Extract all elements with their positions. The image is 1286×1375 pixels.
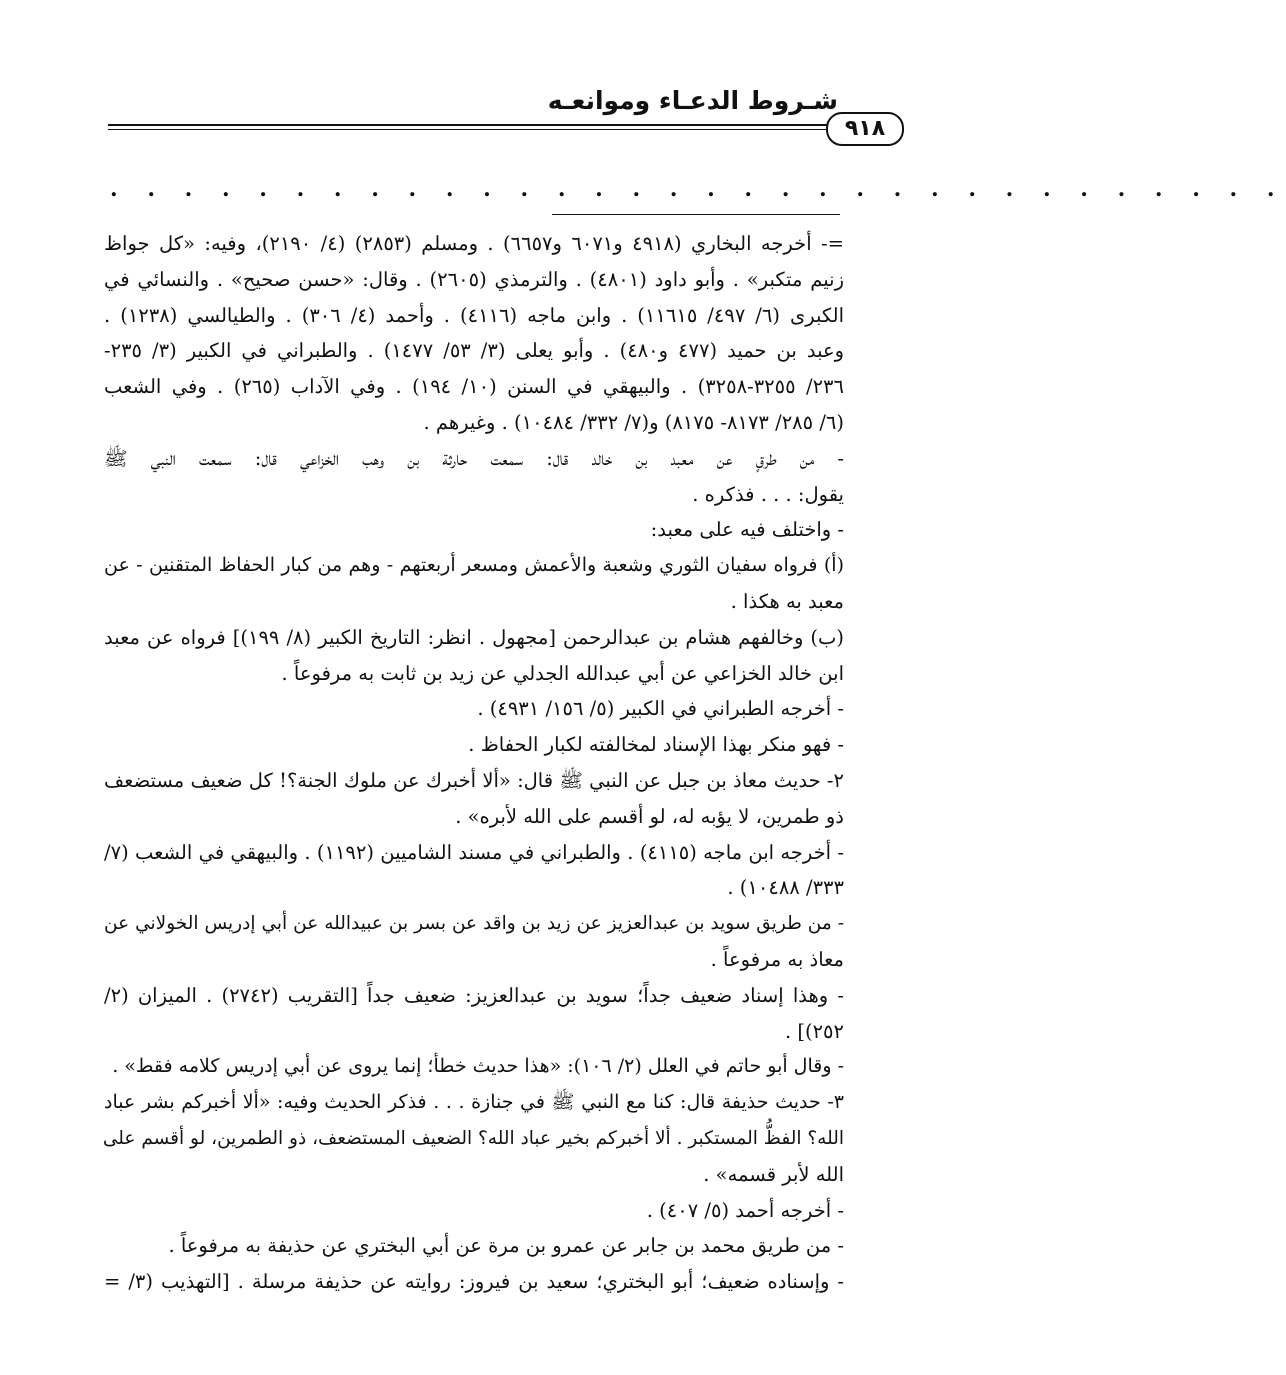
footnote-line-13: ابن خالد الخزاعي عن أبي عبدالله الجدلي عن زيد بن ثابت به مرفوعاً . bbox=[281, 661, 844, 685]
footnote-line-9: - واختلف فيه على معبد: bbox=[650, 518, 844, 542]
header-rule bbox=[108, 120, 830, 136]
footnote-line-28: - أخرجه أحمد (٥/ ٤٠٧) . bbox=[646, 1198, 844, 1222]
footnote-line-30: - وإسناده ضعيف؛ أبو البختري؛ سعيد بن فيروز: روايته عن حذيفة مرسلة . [التهذيب (٣/ = bbox=[104, 1270, 844, 1294]
footnote-line-10: (أ) فرواه سفيان الثوري وشعبة والأعمش ومسعر أربعتهم - وهم من كبار الحفاظ المتقنين - عن bbox=[104, 554, 844, 577]
footnote-line-2: زنيم متكبر» . وأبو داود (٤٨٠١) . والترمذي (٢٦٠٥) . وقال: «حسن صحيح» . والنسائي في bbox=[104, 267, 845, 291]
footnote-line-22: - وهذا إسناد ضعيف جداً؛ سويد بن عبدالعزيز: ضعيف جداً [التقريب (٢٧٤٢) . الميزان (٢/ bbox=[104, 983, 844, 1007]
footnote-line-24: - وقال أبو حاتم في العلل (٢/ ١٠٦): «هذا حديث خطأ؛ إنما يروى عن أبي إدريس كلامه فقط» . bbox=[112, 1055, 844, 1078]
footnote-line-3: الكبرى (٦/ ٤٩٧/ ١١٦١٥) . وابن ماجه (٤١١٦) . وأحمد (٤/ ٣٠٦) . والطيالسي (١٢٣٨) . bbox=[104, 303, 844, 327]
footnote-line-20: - من طريق سويد بن عبدالعزيز عن زيد بن واقد عن بسر بن عبيدالله عن أبي إدريس الخولاني عن bbox=[104, 913, 844, 935]
header-rule-thin bbox=[108, 129, 830, 130]
footnote-rule bbox=[552, 214, 840, 215]
footnote-line-23: ٢٥٢)] . bbox=[784, 1019, 844, 1043]
footnote-text bbox=[104, 226, 844, 1300]
running-title: شـروط الدعـاء وموانعـه bbox=[547, 86, 838, 115]
footnote-line-18: - أخرجه ابن ماجه (٤١١٥) . والطبراني في مسند الشاميين (١١٩٢) . والبيهقي في الشعب (٧/ bbox=[104, 840, 844, 864]
footnote-line-29: - من طريق محمد بن جابر عن عمرو بن مرة عن أبي البختري عن حذيفة به مرفوعاً . bbox=[168, 1234, 844, 1258]
footnote-line-16: ٢- حديث معاذ بن جبل عن النبي ﷺ قال: «ألا أخبرك عن ملوك الجنة؟! كل ضعيف مستضعف bbox=[104, 768, 844, 792]
footnote-line-12: (ب) وخالفهم هشام بن عبدالرحمن [مجهول . انظر: التاريخ الكبير (٨/ ١٩٩)] فرواه عن معبد bbox=[104, 625, 844, 649]
footnote-line-8: يقول: . . . فذكره . bbox=[692, 482, 844, 506]
footnote-line-1: =- أخرجه البخاري (٤٩١٨ و٦٠٧١ و٦٦٥٧) . ومسلم (٢٨٥٣) (٤/ ٢١٩٠)، وفيه: «كل جواظ bbox=[104, 232, 844, 255]
footnote-line-6: (٦/ ٢٨٥/ ٨١٧٣- ٨١٧٥) و(٧/ ٣٣٢/ ١٠٤٨٤) . وغيرهم . bbox=[423, 410, 844, 434]
footnote-line-27: الله لأبر قسمه» . bbox=[703, 1162, 844, 1186]
footnote-line-26: الله؟ الفظُّ المستكبر . ألا أخبركم بخير عباد الله؟ الضعيف المستضعف، ذو الطمرين، لو أقسم على bbox=[102, 1127, 844, 1149]
footnote-line-25: ٣- حديث حذيفة قال: كنا مع النبي ﷺ في جنازة . . . فذكر الحديث وفيه: «ألا أخبركم بشر عباد bbox=[104, 1091, 844, 1114]
footnote-line-4: وعبد بن حميد (٤٧٧ و٤٨٠) . وأبو يعلى (٣/ ٥٣/ ١٤٧٧) . والطبراني في الكبير (٣/ ٢٣٥- bbox=[104, 339, 844, 363]
header-rule-thick bbox=[108, 124, 830, 126]
footnote-line-19: ٣٣٣/ ١٠٤٨٨) . bbox=[727, 876, 844, 900]
footnote-line-5: ٢٣٦/ ٣٢٥٥-٣٢٥٨) . والبيهقي في السنن (١٠/ ١٩٤) . وفي الآداب (٢٦٥) . وفي الشعب bbox=[104, 375, 844, 399]
footnote-line-7: - من طرقٍ عن معبد بن خالد قال: سمعت حارثة بن وهب الخزاعي قال: سمعت النبي ﷺ bbox=[104, 446, 844, 470]
page-number: ٩١٨ bbox=[826, 112, 904, 146]
footnote-line-11: معبد به هكذا . bbox=[730, 589, 844, 613]
ellipsis-separator: . . . . . . . . . . . . . . . . . . . . . . . . . . . . . . . . bbox=[110, 176, 1286, 202]
footnote-line-17: ذو طمرين، لا يؤبه له، لو أقسم على الله لأبره» . bbox=[455, 804, 844, 828]
footnote-line-21: معاذ به مرفوعاً . bbox=[710, 947, 844, 971]
footnote-line-14: - أخرجه الطبراني في الكبير (٥/ ١٥٦/ ٤٩٣١) . bbox=[477, 697, 844, 721]
footnote-line-15: - فهو منكر بهذا الإسناد لمخالفته لكبار الحفاظ . bbox=[468, 733, 844, 757]
